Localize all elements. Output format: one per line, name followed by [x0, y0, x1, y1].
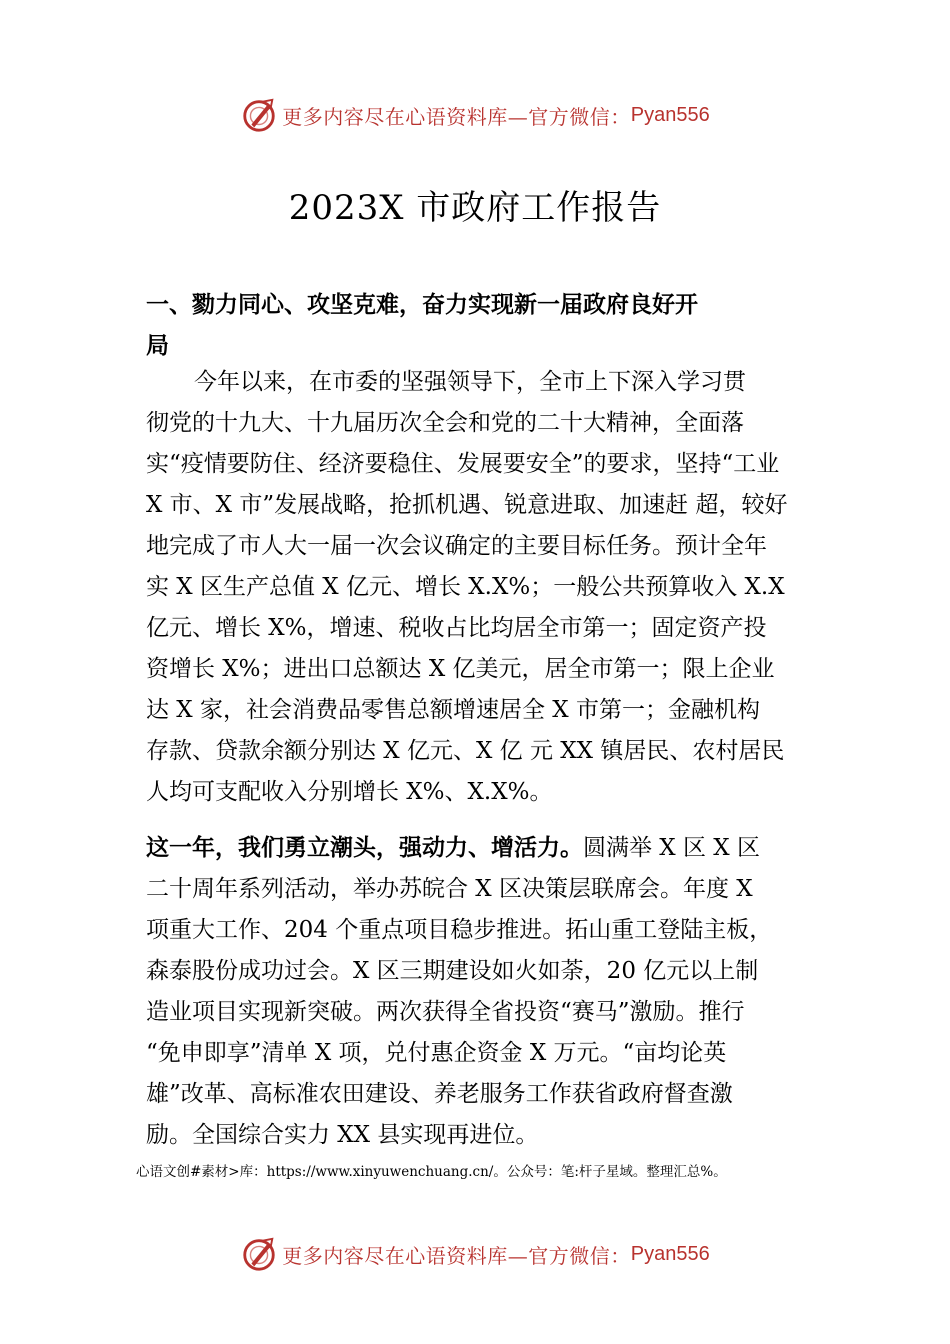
paragraph-line: 二十周年系列活动，举办苏皖合 X 区决策层联席会。年度 X	[146, 876, 753, 902]
paragraph-line: 彻党的十九大、十九届历次全会和党的二十大精神，全面落	[146, 410, 744, 436]
paragraph-line: 达 X 家，社会消费品零售总额增速居全 X 市第一；金融机构	[146, 697, 760, 723]
paragraph-line: X 市、X 市”发展战略，抢抓机遇、锐意进取、加速赶 超，较好	[146, 492, 788, 518]
paragraph-2	[146, 828, 836, 1156]
paragraph-line: 森泰股份成功过会。X 区三期建设如火如荼，20 亿元以上制	[146, 958, 759, 984]
banner-text: 更多内容尽在心语资料库—官方微信：	[282, 104, 631, 129]
banner-wechat-handle: Pyan556	[630, 1242, 710, 1265]
library-logo-icon	[240, 96, 278, 134]
paragraph-line: 实“疫情要防住、经济要稳住、发展要安全”的要求，坚持“工业	[146, 451, 780, 477]
paragraph-line: 项重大工作、204 个重点项目稳步推进。拓山重工登陆主板，	[146, 917, 773, 943]
bottom-banner	[0, 1232, 950, 1276]
library-logo-icon	[240, 1235, 278, 1273]
paragraph-line: 雄”改革、高标准农田建设、养老服务工作获省政府督查激	[146, 1081, 733, 1107]
paragraph-line: 资增长 X%；进出口总额达 X 亿美元，居全市第一；限上企业	[146, 656, 775, 682]
banner-text: 更多内容尽在心语资料库—官方微信：	[282, 1243, 631, 1268]
paragraph-1	[146, 362, 836, 813]
paragraph-line: “免申即享”清单 X 项，兑付惠企资金 X 万元。“亩均论英	[146, 1040, 727, 1066]
paragraph-line: 实 X 区生产总值 X 亿元、增长 X.X%；一般公共预算收入 X.X	[146, 574, 785, 600]
paragraph-line	[146, 828, 836, 869]
paragraph-line: 存款、贷款余额分别达 X 亿元、X 亿 元 XX 镇居民、农村居民	[146, 738, 785, 764]
top-banner	[0, 93, 950, 137]
section-heading-line-2: 局	[146, 333, 169, 359]
paragraph-line: 人均可支配收入分别增长 X%、X.X%。	[146, 779, 553, 805]
source-note: 心语文创#素材>库：https://www.xinyuwenchuang.cn/。公众号：笔:杆子星域。整理汇总%。	[136, 1164, 727, 1180]
section-heading-line-1: 一、勠力同心、攻坚克难，奋力实现新一届政府良好开	[146, 292, 698, 318]
paragraph-lead: 这一年，我们勇立潮头，强动力、增活力。	[146, 835, 583, 861]
paragraph-lead-rest: 圆满举 X 区 X 区	[583, 835, 760, 861]
banner-wechat-handle: Pyan556	[630, 103, 710, 126]
paragraph-line: 造业项目实现新突破。两次获得全省投资“赛马”激励。推行	[146, 999, 745, 1025]
paragraph-line: 亿元、增长 X%，增速、税收占比均居全市第一；固定资产投	[146, 615, 767, 641]
paragraph-line: 励。全国综合实力 XX 县实现再进位。	[146, 1122, 539, 1148]
document-title: 2023X 市政府工作报告	[288, 188, 662, 228]
paragraph-line: 地完成了市人大一届一次会议确定的主要目标任务。预计全年	[146, 533, 767, 559]
paragraph-line: 今年以来，在市委的坚强领导下，全市上下深入学习贯	[194, 369, 746, 395]
